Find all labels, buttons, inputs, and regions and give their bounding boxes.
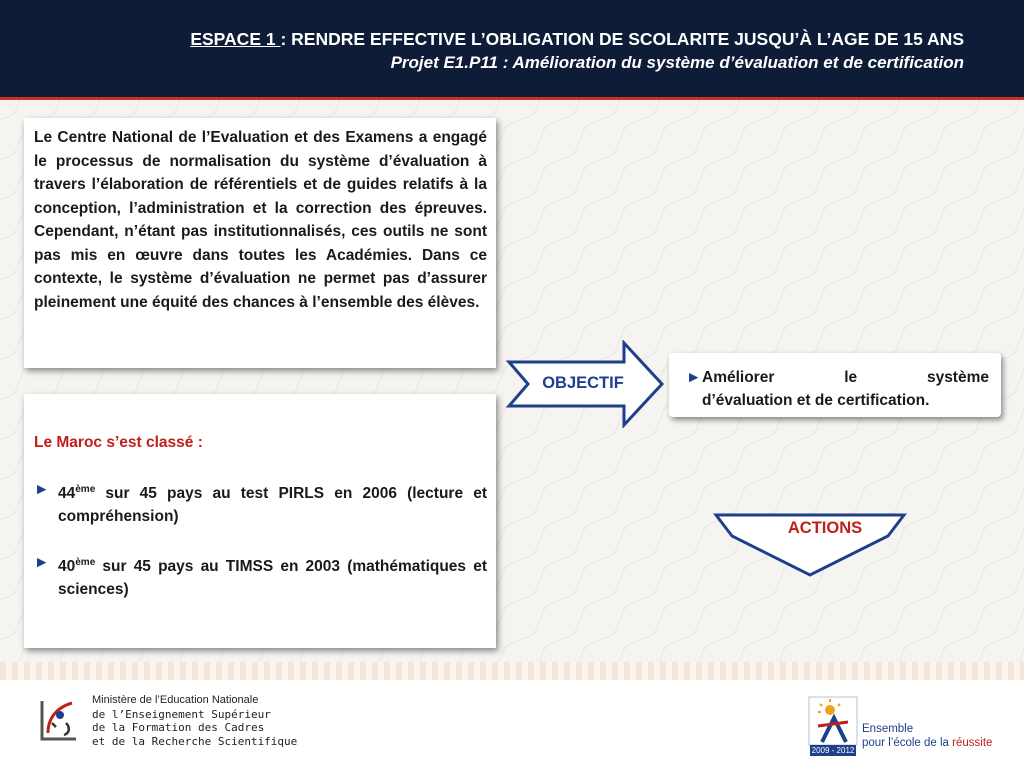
slogan-part-a: pour l’école (862, 737, 925, 749)
rank-text: sur 45 pays au TIMSS en 2003 (mathématiques et sciences) (58, 558, 487, 599)
bullet-arrow-icon: ► (686, 369, 702, 386)
ensemble-years-badge: 2009 - 2012 (811, 746, 855, 755)
slogan-part-c: réussite (952, 737, 993, 749)
espace-label: ESPACE 1 (190, 29, 281, 49)
ministry-name (92, 694, 297, 748)
slogan-part-b: de la (924, 737, 953, 749)
ranking-item-pirls (34, 478, 487, 528)
objective-panel (669, 353, 1001, 417)
slogan-line2 (862, 736, 992, 750)
ensemble-slogan (862, 722, 992, 750)
slide-title (190, 29, 964, 50)
ranking-panel (24, 394, 496, 648)
bullet-arrow-icon: ► (34, 554, 50, 572)
slogan-line1: Ensemble (862, 723, 914, 735)
bullet-arrow-icon: ► (34, 481, 50, 498)
project-subtitle: Projet E1.P11 : Amélioration du système d’évaluation et de certification (390, 53, 964, 72)
rank-suffix: ème (75, 557, 96, 569)
objective-text-line1: Améliorer le système (702, 369, 989, 386)
ministry-line: et de la Recherche Scientifique (92, 734, 298, 748)
objective-text-line2: d’évaluation et de certification. (702, 392, 930, 409)
context-paragraph: Le Centre National de l’Evaluation et des Examens a engagé le processus de normalisation du système d’évaluation à travers l’élaboration de référentiels et de guides relatifs à la conception, l’administration et la correction des épreuves. Cependant, n’étant pas institutionnalisés, ces outils ne sont pas mis en œuvre dans toutes les Académies. Dans ce contexte, le système d’évaluation ne permet pas d’assurer pleinement une équité des chances à l’ensemble des élèves. (34, 129, 487, 311)
footer-decorative-stripe (0, 662, 1024, 680)
ranking-title: Le Maroc s’est classé : (34, 434, 203, 451)
rank-number: 40 (58, 558, 76, 576)
ranking-item-timss (34, 551, 487, 601)
rank-suffix: ème (75, 484, 96, 495)
slide-header (0, 0, 1024, 100)
objective-label: OBJECTIF (542, 374, 624, 392)
ministry-line: de l’Enseignement Supérieur (92, 707, 271, 721)
rank-number: 44 (58, 485, 76, 503)
actions-label: ACTIONS (787, 519, 863, 537)
ministry-logo-icon (36, 693, 84, 745)
ministry-line: Ministère de l’Education Nationale (92, 694, 259, 706)
rank-text: sur 45 pays au test PIRLS en 2006 (lecture et compréhension) (58, 485, 487, 526)
ministry-line: de la Formation des Cadres (92, 721, 265, 734)
title-text: : RENDRE EFFECTIVE L’OBLIGATION DE SCOLARITE JUSQU’À L’AGE DE 15 ANS (280, 29, 964, 49)
context-panel (24, 118, 496, 368)
